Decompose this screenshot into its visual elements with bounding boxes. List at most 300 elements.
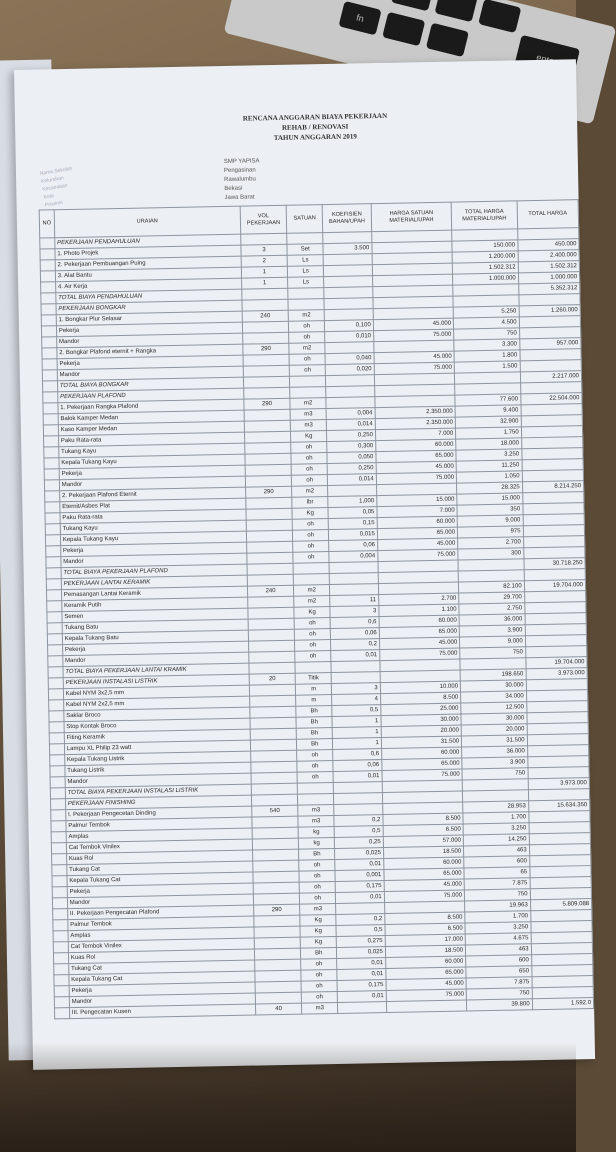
key <box>478 0 521 33</box>
cell-koefisien: 0,001 <box>335 870 384 882</box>
cell-no <box>46 546 61 557</box>
cell-satuan <box>293 563 329 575</box>
cell-harga-satuan: 60.000 <box>385 956 466 969</box>
cell-satuan: kg <box>298 826 334 838</box>
cell-harga-satuan: 65.000 <box>377 527 458 540</box>
cell-harga-satuan: 7.000 <box>377 505 458 518</box>
title-line: RENCANA ANGGARAN BIAYA PEKERJAAN <box>242 111 388 123</box>
cell-koefisien: 0,05 <box>328 507 377 519</box>
cell-koefisien: 0,06 <box>330 628 379 640</box>
cell-uraian: Amplas <box>66 828 252 843</box>
cell-no <box>40 260 55 271</box>
cell-koefisien: 0,01 <box>333 771 382 783</box>
cell-no <box>41 326 56 337</box>
cell-satuan: oh <box>292 519 328 531</box>
cell-satuan: m3 <box>291 420 327 432</box>
cell-satuan: oh <box>293 541 329 553</box>
cell-satuan: oh <box>294 618 330 630</box>
cell-total-harga: 1.260.000 <box>519 305 581 317</box>
cell-volume <box>254 926 301 938</box>
cell-koefisien: 3 <box>330 606 379 618</box>
cell-uraian: I. Pekerjaan Pengecetan Dinding <box>65 806 251 821</box>
cell-harga-satuan: 65.000 <box>386 967 467 980</box>
cell-volume: 290 <box>244 398 291 410</box>
cell-volume <box>249 684 296 696</box>
cell-no <box>40 271 55 282</box>
cell-satuan: Bh <box>296 706 332 718</box>
cell-no <box>48 678 63 689</box>
cell-no <box>43 414 58 425</box>
cell-koefisien: 0,5 <box>336 925 385 937</box>
cell-no <box>44 469 59 480</box>
cell-volume <box>246 530 293 542</box>
cell-uraian: TOTAL BIAYA BONGKAR <box>57 377 243 392</box>
cell-no <box>42 370 57 381</box>
cell-total-material: 9.000 <box>457 515 523 527</box>
school-line: Rawalumbu <box>224 176 256 183</box>
cell-volume <box>247 596 294 608</box>
cell-satuan: oh <box>289 321 325 333</box>
cell-total-harga: 1.000.000 <box>518 272 580 284</box>
cell-no <box>51 832 66 843</box>
cell-uraian: Kepala Tukang Listrik <box>64 751 250 766</box>
cell-no <box>42 359 57 370</box>
cell-satuan: kg <box>299 837 335 849</box>
ghost-line: Kelurahan <box>40 175 65 185</box>
cell-no <box>45 491 60 502</box>
cell-satuan: oh <box>295 629 331 641</box>
cell-uraian: Palmur Tembok <box>68 916 254 931</box>
cell-uraian: Mandor <box>63 652 249 667</box>
cell-total-material: 650 <box>466 966 532 978</box>
cell-total-material: 2.750 <box>459 603 525 615</box>
cell-no <box>53 931 68 942</box>
cell-satuan <box>295 662 331 674</box>
cell-no <box>45 535 60 546</box>
cell-satuan: Bh <box>296 717 332 729</box>
cell-uraian: 3. Alat Bantu <box>55 267 241 282</box>
cell-uraian: Tukang Kayu <box>59 443 245 458</box>
cell-koefisien: 0,01 <box>337 958 386 970</box>
cell-koefisien: 0,01 <box>331 650 380 662</box>
cell-koefisien: 4 <box>332 694 381 706</box>
key <box>426 23 469 57</box>
fn-key-label: fn <box>355 12 365 24</box>
cell-koefisien: 0,01 <box>337 991 386 1003</box>
cell-no <box>51 843 66 854</box>
cell-no <box>41 315 56 326</box>
cell-koefisien: 0,01 <box>337 969 386 981</box>
cell-satuan: m3 <box>302 1002 338 1014</box>
school-line: Jawa Barat <box>224 194 255 201</box>
cell-harga-satuan: 75.000 <box>380 648 461 661</box>
cell-uraian: III. Pengecatan Kusen <box>69 1004 255 1019</box>
cell-harga-satuan: 75.000 <box>376 472 457 485</box>
cell-satuan: oh <box>289 332 325 344</box>
cell-harga-satuan: 45.000 <box>373 318 454 331</box>
cell-uraian: Tukang Kayu <box>60 520 246 535</box>
cell-no <box>41 293 56 304</box>
cell-uraian: Saklar Broco <box>64 707 250 722</box>
cell-harga-satuan: 65.000 <box>382 758 463 771</box>
cell-no <box>50 755 65 766</box>
cell-harga-satuan: 8.500 <box>385 912 466 925</box>
cell-total-harga: 8.214.250 <box>522 481 584 493</box>
cell-volume: 1 <box>241 277 288 289</box>
cell-satuan: Ls <box>288 277 324 289</box>
cell-koefisien: 0,15 <box>328 518 377 530</box>
cell-total-harga: 2.217.000 <box>520 371 582 383</box>
cell-harga-satuan: 10.000 <box>380 681 461 694</box>
cell-no <box>49 733 64 744</box>
cell-volume <box>243 376 290 388</box>
cell-no <box>42 348 57 359</box>
cell-total-material: 28.325 <box>457 482 523 494</box>
cell-total-material: 1.750 <box>456 427 522 439</box>
cell-volume <box>253 871 300 883</box>
cell-satuan: oh <box>295 651 331 663</box>
cell-koefisien: 0,020 <box>325 364 374 376</box>
cell-uraian: Kepala Tukang Kayu <box>60 531 246 546</box>
cell-no <box>49 744 64 755</box>
cell-uraian: Cat Tembok Vinilex <box>66 839 252 854</box>
cell-volume: 290 <box>253 904 300 916</box>
cell-satuan: oh <box>299 859 335 871</box>
cell-harga-satuan: 31.500 <box>381 736 462 749</box>
cell-koefisien: 0,300 <box>327 441 376 453</box>
cell-no <box>54 986 69 997</box>
cell-volume <box>250 739 297 751</box>
cell-satuan: m <box>296 684 332 696</box>
cell-total-material: 20.000 <box>461 724 527 736</box>
cell-uraian: Pekerja <box>67 883 253 898</box>
cell-total-material: 3.300 <box>454 339 520 351</box>
cell-satuan <box>290 387 326 399</box>
cell-total-material: 1.800 <box>454 350 520 362</box>
cell-volume <box>244 442 291 454</box>
cell-satuan: oh <box>289 354 325 366</box>
cell-volume <box>243 387 290 399</box>
cell-volume <box>245 453 292 465</box>
cell-total-material: 750 <box>466 988 532 1000</box>
cell-volume <box>245 464 292 476</box>
cell-uraian: Kabel NYM 3x2,5 mm <box>63 685 249 700</box>
cell-no <box>46 590 61 601</box>
cell-total-material: 1.200.000 <box>452 251 518 263</box>
cell-volume <box>248 640 295 652</box>
budget-document-page <box>14 59 595 1070</box>
cell-no <box>48 667 63 678</box>
cell-no <box>55 1008 70 1019</box>
cell-uraian: Mandor <box>59 476 245 491</box>
cell-satuan: Bh <box>296 728 332 740</box>
cell-koefisien: 0,2 <box>336 914 385 926</box>
cell-volume <box>253 860 300 872</box>
cell-koefisien: 11 <box>330 595 379 607</box>
cell-total-material: 1.502.312 <box>452 262 518 274</box>
col-header-total-material: TOTAL HARGA MATERIAL/UPAH <box>451 201 517 230</box>
cell-volume <box>248 651 295 663</box>
cell-koefisien: 0,6 <box>330 617 379 629</box>
school-line: SMP YAPISA <box>223 158 260 165</box>
cell-total-material: 9.400 <box>455 405 521 417</box>
cell-koefisien: 0,014 <box>326 419 375 431</box>
cell-volume <box>242 288 289 300</box>
cell-harga-satuan: 75.000 <box>382 769 463 782</box>
cell-volume <box>246 508 293 520</box>
cell-satuan <box>288 299 324 311</box>
cell-koefisien: 0,2 <box>334 815 383 827</box>
cell-volume <box>248 629 295 641</box>
cell-uraian: Mandor <box>57 366 243 381</box>
cell-no <box>45 502 60 513</box>
cell-volume <box>255 981 302 993</box>
cell-uraian: Paku Rata-rata <box>58 432 244 447</box>
cell-satuan <box>294 574 330 586</box>
cell-no <box>53 953 68 964</box>
cell-satuan <box>290 376 326 388</box>
cell-total-material: 36.000 <box>459 614 525 626</box>
cell-total-material: 28.953 <box>463 801 529 813</box>
cell-satuan: m2 <box>290 398 326 410</box>
cell-harga-satuan: 60.000 <box>377 516 458 529</box>
cell-no <box>50 777 65 788</box>
col-header-satuan: SATUAN <box>286 205 322 234</box>
cell-harga-satuan: 25.000 <box>381 703 462 716</box>
cell-koefisien: 3 <box>332 683 381 695</box>
cell-volume <box>242 321 289 333</box>
cell-satuan: Bh <box>299 848 335 860</box>
cell-volume: 2 <box>241 255 288 267</box>
cell-total-material: 82.100 <box>459 581 525 593</box>
cell-volume: 40 <box>255 1003 302 1015</box>
cell-no <box>42 337 57 348</box>
title-line: REHAB / RENOVASI <box>281 122 349 132</box>
cell-total-material: 350 <box>457 504 523 516</box>
cell-total-material: 18.000 <box>456 438 522 450</box>
key <box>382 12 425 46</box>
cell-uraian: Mandor <box>65 773 251 788</box>
cell-volume <box>248 607 295 619</box>
cell-harga-satuan: 2.700 <box>378 593 459 606</box>
cell-harga-satuan: 75.000 <box>373 329 454 342</box>
cell-volume: 540 <box>251 805 298 817</box>
cell-satuan: oh <box>291 442 327 454</box>
cell-uraian: Pekerja <box>57 355 243 370</box>
cell-koefisien: 0,025 <box>335 848 384 860</box>
cell-uraian: Cat Tembok Vinilex <box>68 938 254 953</box>
bottom-shadow <box>0 1042 576 1152</box>
cell-satuan: oh <box>293 530 329 542</box>
cell-total-material: 1.050 <box>456 471 522 483</box>
cell-koefisien: 0,004 <box>326 408 375 420</box>
col-header-uraian: URAIAN <box>54 206 241 238</box>
cell-satuan: oh <box>297 772 333 784</box>
cell-volume: 20 <box>249 673 296 685</box>
cell-volume: 3 <box>241 244 288 256</box>
cell-satuan: oh <box>299 881 335 893</box>
cell-uraian: Keramik Putih <box>61 597 247 612</box>
cell-uraian: PEKERJAAN BONGKAR <box>56 300 242 315</box>
cell-total-material: 30.000 <box>461 713 527 725</box>
ghost-line: Provinsi <box>44 199 64 209</box>
cell-no <box>52 854 67 865</box>
cell-total-material: 1.700 <box>463 812 529 824</box>
cell-uraian: 4. Air Kerja <box>55 278 241 293</box>
cell-harga-satuan: 45.000 <box>386 978 467 991</box>
cell-volume <box>249 695 296 707</box>
cell-harga-satuan: 60.000 <box>375 439 456 452</box>
cell-harga-satuan: 18.500 <box>383 846 464 859</box>
cell-volume <box>252 838 299 850</box>
cell-total-harga: 3.973.000 <box>528 778 590 790</box>
cell-koefisien: 0,06 <box>333 760 382 772</box>
cell-satuan <box>298 793 334 805</box>
cell-satuan: Kg <box>300 914 336 926</box>
cell-no <box>44 480 59 491</box>
cell-uraian: Kepala Tukang Batu <box>62 630 248 645</box>
cell-volume <box>245 475 292 487</box>
cell-uraian: Balok Kamper Medan <box>58 410 244 425</box>
cell-koefisien: 0,01 <box>336 892 385 904</box>
cell-koefisien: 0,010 <box>325 331 374 343</box>
cell-total-material: 150.000 <box>452 240 518 252</box>
cell-harga-satuan: 45.000 <box>384 879 465 892</box>
cell-total-material: 600 <box>466 955 532 967</box>
cell-satuan: oh <box>302 991 338 1003</box>
cell-koefisien: 0,275 <box>336 936 385 948</box>
cell-uraian: 2. Pekerjaan Plafond Eternit <box>59 487 245 502</box>
cell-volume <box>246 541 293 553</box>
cell-koefisien: 0,2 <box>331 639 380 651</box>
cell-uraian: PEKERJAAN PENDAHULUAN <box>55 234 241 249</box>
cell-harga-satuan: 45.000 <box>376 461 457 474</box>
cell-no <box>52 887 67 898</box>
cell-volume: 1 <box>241 266 288 278</box>
cell-no <box>43 392 58 403</box>
cell-no <box>52 898 67 909</box>
cell-satuan: oh <box>291 464 327 476</box>
cell-total-material: 7.875 <box>466 977 532 989</box>
cell-uraian: TOTAL BIAYA PENDAHULUAN <box>56 289 242 304</box>
cell-uraian: Kuas Rol <box>68 949 254 964</box>
cell-total-material: 1.000.000 <box>453 273 519 285</box>
cell-total-material: 463 <box>466 944 532 956</box>
cell-total-material: 30.000 <box>460 680 526 692</box>
cell-uraian: Amplas <box>68 927 254 942</box>
cell-total-harga: 22.504.000 <box>520 393 582 405</box>
cell-koefisien: 0,050 <box>327 452 376 464</box>
cell-koefisien: 0,250 <box>327 463 376 475</box>
cell-uraian: Pemasangan Lantai Keramik <box>61 586 247 601</box>
cell-volume <box>251 761 298 773</box>
cell-no <box>48 656 63 667</box>
cell-volume <box>250 706 297 718</box>
key <box>391 0 434 11</box>
cell-total-material: 1.500 <box>454 361 520 373</box>
cell-satuan: m2 <box>294 596 330 608</box>
cell-uraian: Lampu XL Philip 23 watt <box>64 740 250 755</box>
cell-koefisien: 0,040 <box>325 353 374 365</box>
cell-koefisien: 0,015 <box>329 529 378 541</box>
cell-uraian: 2. Bongkar Plafond eternit + Rangka <box>57 344 243 359</box>
school-line: Pengasinan <box>223 167 256 174</box>
cell-harga-satuan: 65.000 <box>376 450 457 463</box>
cell-no <box>53 942 68 953</box>
cell-satuan: oh <box>293 552 329 564</box>
cell-satuan: oh <box>301 980 337 992</box>
cell-uraian: Eternit/Asbes Plat <box>60 498 246 513</box>
cell-total-material: 29.700 <box>459 592 525 604</box>
cell-satuan: oh <box>300 892 336 904</box>
cell-volume <box>254 948 301 960</box>
cell-satuan: oh <box>297 761 333 773</box>
cell-total-material: 750 <box>464 889 530 901</box>
cell-harga-satuan: 17.000 <box>385 934 466 947</box>
cell-uraian: Palmur Tembok <box>66 817 252 832</box>
cell-total-material: 463 <box>464 845 530 857</box>
cell-no <box>40 238 55 249</box>
cell-harga-satuan: 7.000 <box>375 428 456 441</box>
cell-satuan: m3 <box>290 409 326 421</box>
cell-no <box>51 810 66 821</box>
cell-satuan: m3 <box>298 815 334 827</box>
cell-koefisien: 0,175 <box>335 881 384 893</box>
cell-uraian: TOTAL BIAYA PEKERJAAN INSTALASI LISTRIK <box>65 784 251 799</box>
cell-volume: 240 <box>242 310 289 322</box>
cell-satuan: Set <box>287 244 323 256</box>
cell-uraian: Pekerja <box>69 982 255 997</box>
cell-uraian: Paku Rata-rata <box>60 509 246 524</box>
cell-volume <box>254 915 301 927</box>
cell-koefisien: 1 <box>333 738 382 750</box>
document-title <box>205 110 426 144</box>
cell-total-harga: 19.704.000 <box>526 657 588 669</box>
cell-harga-satuan <box>386 1000 467 1013</box>
cell-volume <box>249 662 296 674</box>
cell-total-material: 31.500 <box>461 735 527 747</box>
cell-volume <box>243 365 290 377</box>
cell-volume <box>247 552 294 564</box>
cell-volume <box>247 563 294 575</box>
cell-volume <box>250 717 297 729</box>
cell-no <box>47 623 62 634</box>
cell-satuan: lbr <box>292 497 328 509</box>
cell-no <box>45 524 60 535</box>
bleed-through-labels <box>39 165 78 210</box>
cell-uraian: PEKERJAAN LANTAI KERAMIK <box>61 575 247 590</box>
cell-no <box>50 766 65 777</box>
cell-total-material: 5.250 <box>453 306 519 318</box>
cell-volume <box>250 728 297 740</box>
cell-volume <box>253 882 300 894</box>
cell-total-material: 4.500 <box>453 317 519 329</box>
cell-harga-satuan: 45.000 <box>379 637 460 650</box>
cell-satuan: m2 <box>288 310 324 322</box>
cell-total-material: 3.250 <box>465 922 531 934</box>
cell-no <box>40 249 55 260</box>
cell-volume <box>254 959 301 971</box>
cell-uraian: Mandor <box>69 993 255 1008</box>
ghost-line: Kecamatan <box>41 182 68 193</box>
school-info <box>224 157 261 203</box>
cell-total-material: 750 <box>460 647 526 659</box>
cell-total-material: 3.900 <box>462 757 528 769</box>
cell-satuan: m3 <box>300 903 336 915</box>
cell-satuan <box>288 288 324 300</box>
cell-volume <box>251 794 298 806</box>
cell-satuan: m <box>296 695 332 707</box>
